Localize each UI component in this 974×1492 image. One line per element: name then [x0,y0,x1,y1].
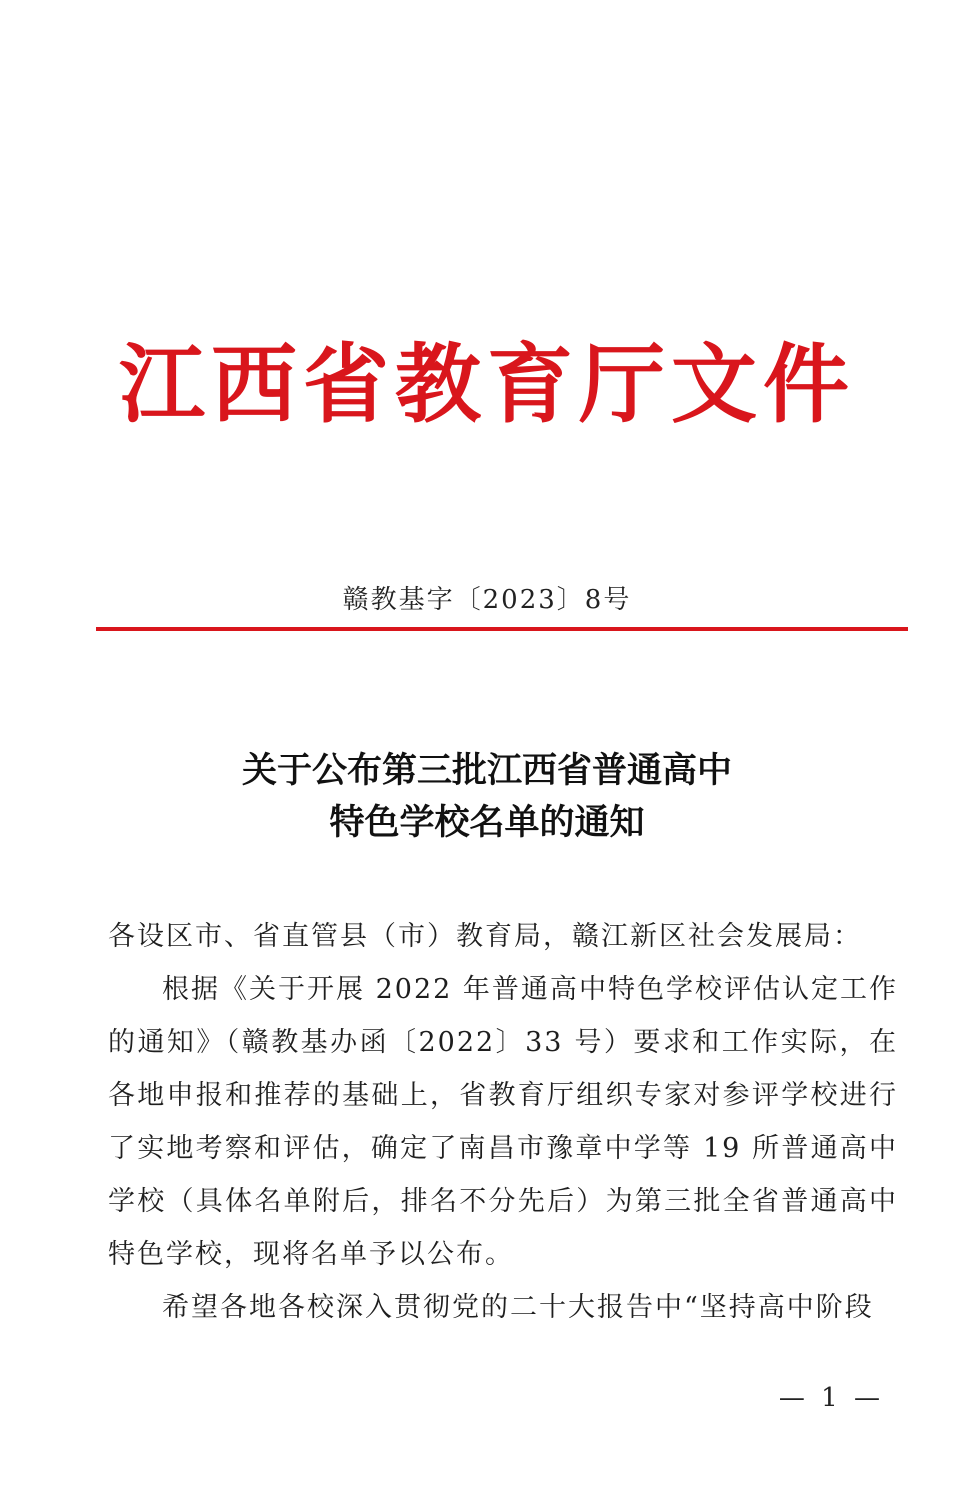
header-divider-rule [96,627,908,631]
notice-body [108,910,898,1334]
body-paragraph-1: 根据《关于开展 2022 年普通高中特色学校评估认定工作的通知》（赣教基办函〔2022〕33 号）要求和工作实际，在各地申报和推荐的基础上，省教育厅组织专家对参评学校进行了实地考察和评估，确定了南昌市豫章中学等 19 所普通高中学校（具体名单附后，排名不分先后）为第三批全省普通高中特色学校，现将名单予以公布。 [108,974,898,1270]
notice-title-line-2: 特色学校名单的通知 [329,803,645,843]
notice-title-line-1: 关于公布第三批江西省普通高中 [241,751,732,791]
document-header-title: 江西省教育厅文件 [119,335,855,435]
body-paragraph-2: 希望各地各校深入贯彻党的二十大报告中“坚持高中阶段 [162,1292,874,1323]
salutation: 各设区市、省直管县（市）教育局，赣江新区社会发展局： [108,921,862,952]
document-number: 赣教基字〔2023〕8号 [342,585,632,615]
page-number: — 1 — [778,1383,884,1413]
notice-title [0,745,974,849]
